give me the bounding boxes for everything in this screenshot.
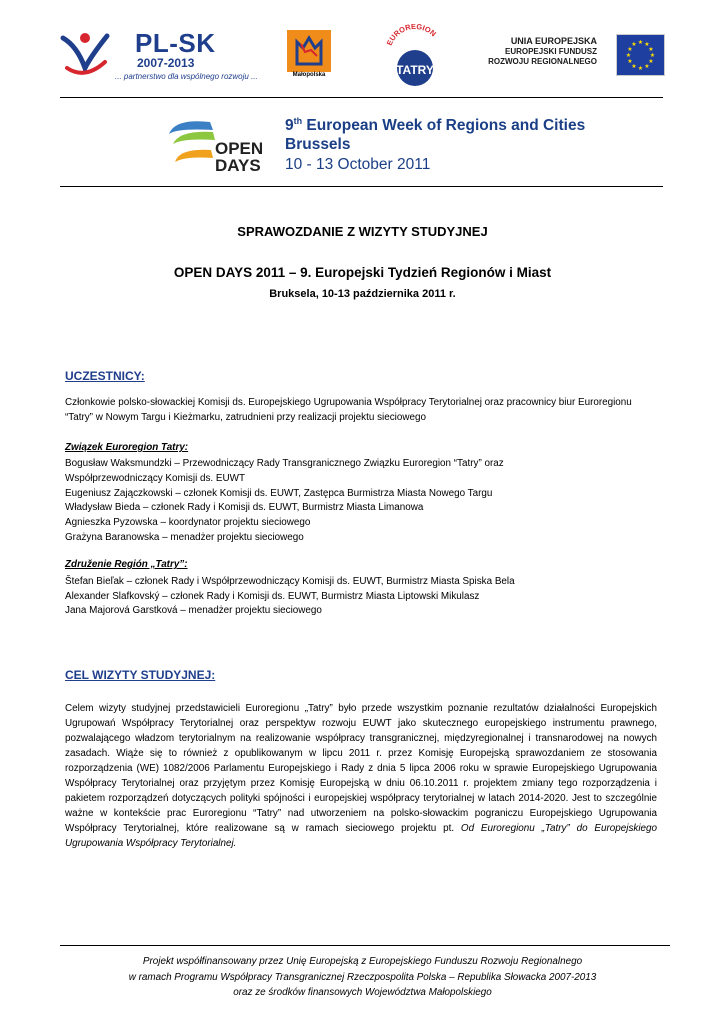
list-item: Eugeniusz Zajączkowski – członek Komisji ds. EUWT, Zastępca Burmistrza Miasta Nowego Targu bbox=[65, 488, 493, 499]
euroregion-name: TATRY bbox=[396, 63, 434, 77]
header-divider bbox=[60, 97, 663, 98]
pl-sk-title: PL-SK bbox=[135, 28, 216, 58]
participants-intro: Członkowie polsko-słowackiej Komisji ds. Europejskiego Ugrupowania Współpracy Terytorialnej oraz pracownicy biur Euroregionu “Tatry” w Nowym Targu i Kieżmarku, zatrudnieni przy realizacji projektu sieciowego bbox=[65, 397, 632, 423]
open-days-banner bbox=[165, 110, 586, 176]
eu-line3: ROZWOJU REGIONALNEGO bbox=[488, 57, 597, 66]
list-item: Agnieszka Pyzowska – koordynator projektu sieciowego bbox=[65, 517, 311, 528]
svg-text:★: ★ bbox=[648, 46, 654, 53]
event-title: OPEN DAYS 2011 – 9. Europejski Tydzień Regionów i Miast bbox=[173, 265, 552, 280]
svg-text:★: ★ bbox=[631, 41, 637, 48]
list-item: Jana Majorová Garstková – menadżer projektu sieciowego bbox=[65, 605, 322, 616]
goal-project-title: Od Euroregionu „Tatry” do Europejskiego Ugrupowania Współpracy Terytorialnej. bbox=[65, 823, 657, 849]
list-item: Bogusław Waksmundzki – Przewodniczący Rady Transgranicznego Związku Euroregion “Tatry” oraz bbox=[65, 458, 504, 469]
malopolska-logo bbox=[287, 30, 331, 82]
svg-text:★: ★ bbox=[649, 52, 656, 59]
footer-line1: Projekt współfinansowany przez Unię Europejską z Europejskiego Funduszu Rozwoju Regionalnego bbox=[142, 956, 583, 967]
list-item: Alexander Slafkovský – członek Rady i Komisji ds. EUWT, Burmistrz Miasta Liptowski Mikulasz bbox=[65, 591, 480, 602]
eu-logo bbox=[488, 34, 665, 76]
banner-headline bbox=[285, 116, 585, 135]
svg-text:★: ★ bbox=[631, 63, 637, 70]
pl-sk-logo bbox=[55, 28, 258, 90]
svg-text:★: ★ bbox=[644, 63, 650, 70]
eu-text bbox=[488, 36, 597, 68]
open-days-word-days: DAYS bbox=[215, 156, 261, 175]
banner-ordinal: 9 bbox=[285, 117, 294, 135]
svg-text:★: ★ bbox=[627, 58, 633, 65]
svg-text:★: ★ bbox=[627, 46, 633, 53]
participants-heading: UCZESTNICY: bbox=[65, 369, 145, 383]
footer-divider bbox=[60, 945, 670, 946]
malopolska-label: Małopolska bbox=[292, 72, 326, 78]
malopolska-crest-icon bbox=[287, 30, 331, 72]
list-item: Władysław Bieda – członek Rady i Komisji ds. EUWT, Burmistrz Miasta Limanowa bbox=[65, 502, 424, 513]
banner-ordinal-suffix: th bbox=[293, 116, 303, 126]
group1-heading: Związek Euroregion Tatry: bbox=[65, 442, 189, 453]
eu-line2: EUROPEJSKI FUNDUSZ bbox=[504, 46, 597, 56]
eu-stars-icon bbox=[617, 35, 664, 75]
open-days-word-open: OPEN bbox=[215, 139, 264, 158]
list-item: Współprzewodniczący Komisji ds. EUWT bbox=[65, 473, 245, 484]
goal-paragraph bbox=[65, 701, 657, 851]
footer-line3: oraz ze środków finansowych Województwa Małopolskiego bbox=[233, 987, 492, 998]
pl-sk-figure-icon bbox=[55, 28, 115, 86]
svg-text:EUROREGION bbox=[385, 24, 438, 47]
goal-heading: CEL WIZYTY STUDYJNEJ: bbox=[65, 668, 216, 682]
svg-text:★: ★ bbox=[625, 52, 632, 59]
list-item: Štefan Bieľak – członek Rady i Współprzewodniczący Komisji ds. EUWT, Burmistrz Miasta Spiska Bela bbox=[65, 576, 515, 587]
svg-text:★: ★ bbox=[644, 41, 650, 48]
footer-funding-note bbox=[0, 954, 725, 1001]
pl-sk-years: 2007-2013 bbox=[137, 56, 195, 70]
event-place-date: Bruksela, 10-13 października 2011 r. bbox=[269, 288, 456, 300]
eu-flag bbox=[616, 34, 665, 76]
group2-heading: Združenie Región „Tatry”: bbox=[65, 559, 188, 570]
svg-text:★: ★ bbox=[637, 65, 644, 72]
euroregion-tatry-emblem-icon bbox=[384, 24, 446, 88]
eu-line1: UNIA EUROPEJSKA bbox=[510, 36, 597, 46]
footer-line2: w ramach Programu Współpracy Transgranicznej Rzeczpospolita Polska – Republika Słowacka 2007-2013 bbox=[128, 971, 597, 983]
banner-divider bbox=[60, 186, 663, 187]
banner-event-name: European Week of Regions and Cities bbox=[302, 117, 586, 135]
list-item: Grażyna Baranowska – menadżer projektu sieciowego bbox=[65, 532, 304, 543]
banner-dates: 10 - 13 October 2011 bbox=[285, 156, 431, 173]
svg-text:★: ★ bbox=[637, 39, 644, 46]
euroregion-arc-text: EUROREGION bbox=[384, 24, 438, 47]
banner-city: Brussels bbox=[285, 136, 351, 153]
report-title: SPRAWOZDANIE Z WIZYTY STUDYJNEJ bbox=[237, 224, 488, 239]
goal-text: Celem wizyty studyjnej przedstawicieli Euroregionu „Tatry” było przede wszystkim poznanie rezultatów działalności Europejskich Ugrupowań Współpracy Terytorialnej oraz perspektyw rozwoju EUWT jako skutecznego europejskiego instrumentu prawnego, pozwalającego władzom terytorialnym na realizowanie współpracy transgranicznej, międzyregionalnej i transnarodowej na nowych zasadach. Wiąże się to również z opublikowanym w lipcu 2011 r. przez Komisję Europejską sprawozdaniem ze stosowania rozporządzenia (WE) 1082/2006 Parlamentu Europejskiego i Rady z dnia 5 lipca 2006 roku w sprawie Europejskiego Ugrupowania Współpracy Terytorialnej oraz przyjętym przez Komisję Europejską w dniu 06.10.2011 r. projektem zmiany tego rozporządzenia i pakietem rozporządzeń dotyczących polityki spójności i europejskiej współpracy terytorialnej w latach 2014-2020. Jest to szczególnie ważne w kontekście prac Euroregionu “Tatry” nad utworzeniem na polsko-słowackim pograniczu Europejskiego Ugrupowania Współpracy Terytorialnej, które realizowane są w ramach sieciowego projektu pt. bbox=[65, 703, 657, 834]
svg-text:★: ★ bbox=[648, 58, 654, 65]
euroregion-tatry-logo bbox=[384, 24, 446, 88]
pl-sk-tagline: ... partnerstwo dla wspólnego rozwoju ... bbox=[115, 72, 258, 81]
